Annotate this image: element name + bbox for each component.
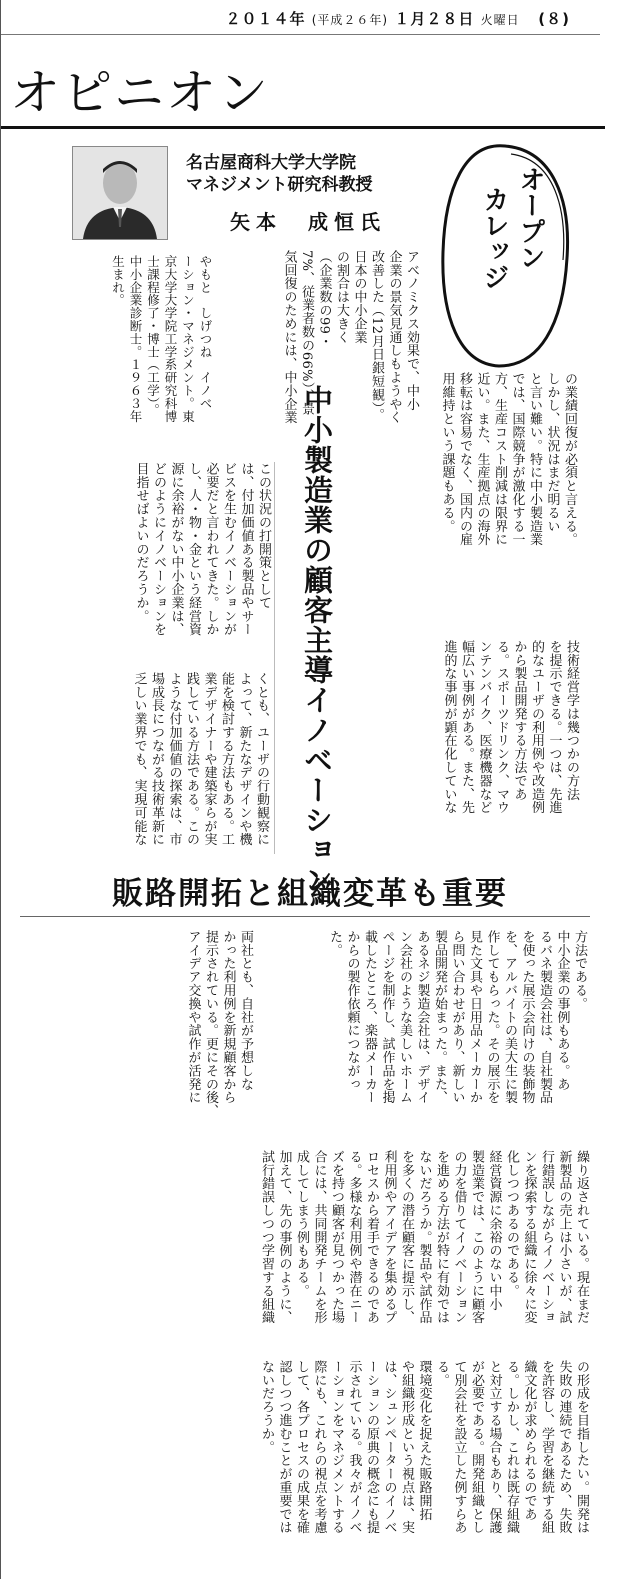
text-line: アベノミクス効果で、中小 [404, 250, 419, 411]
section-title: オピニオン [10, 64, 270, 122]
body-column-upper-c-part2 [70, 672, 270, 852]
text-line: 示されている。我々がイノベ [346, 1360, 362, 1535]
header-rule [0, 34, 600, 35]
text-line: 経営資源に余裕のない中小 [486, 1150, 502, 1311]
text-line: アイデア交換や試作が活発に [185, 930, 201, 1105]
body-column-upper-b-part2 [70, 462, 272, 662]
text-line: ンを探索する組織に徐々に変 [521, 1150, 537, 1325]
left-clip-edge [0, 0, 1, 1579]
page-number: (８) [538, 10, 570, 28]
text-line: 気回復のためには、中小企業 [281, 250, 297, 425]
text-line: 繰り返されている。現在まだ [574, 1150, 589, 1325]
text-line: 日本の中小企業 [351, 250, 367, 344]
text-line: 改善した（12月日銀短観）。 [369, 250, 384, 422]
body-column-lower-c [240, 1360, 590, 1565]
text-line: 認しつつ進むことが重要では [276, 1360, 292, 1535]
text-line: の割合は大きく [334, 250, 349, 344]
text-line: ないだろうか。製品や試作品 [416, 1150, 432, 1325]
text-line: を、アルバイトの美大生に製 [502, 930, 517, 1105]
text-line: るバネ製造会社は、自社製品 [537, 930, 552, 1105]
text-line: 際にも、これらの視点を考慮 [311, 1360, 327, 1535]
text-line: は、シュンペーターのイノベ [381, 1360, 397, 1535]
main-headline: 中小製造業の顧客主導イノベーション [300, 385, 334, 895]
text-line: の形成を目指したい。開発は [574, 1360, 589, 1535]
text-line: 製品開発が始まった。また、 [432, 930, 447, 1105]
text-line: を多くの潜在顧客に提示し、 [399, 1150, 414, 1325]
column-divider [274, 462, 275, 854]
text-line: し、人・物・金という経営資 [186, 462, 201, 637]
text-line: や組織形成という視点は、実 [399, 1360, 414, 1535]
text-line: 企業の景気見通しもようやく [386, 250, 402, 425]
text-line: 方法である。 [572, 930, 587, 1011]
text-line: 見た文具や日用品メーカーか [467, 930, 482, 1105]
text-line: ないだろうか。 [259, 1360, 274, 1454]
author-profile [62, 255, 214, 460]
body-column-lower-a-part2 [60, 930, 254, 1130]
profile-line: 京大学大学院工学系研究科博 [163, 255, 178, 423]
profile-line: やもと しげつね イノベ [198, 255, 213, 410]
text-line: 試行錯誤しつつ学習する組織 [259, 1150, 274, 1325]
badge-line2: カレッジ [479, 186, 509, 290]
text-line: からの製作依頼につながっ [344, 930, 360, 1091]
text-line: では、国際競争が激化する一 [509, 372, 525, 547]
text-line: 織文化が求められるのであ [521, 1360, 537, 1521]
text-line: を進める方法が特に有効では [434, 1150, 449, 1325]
text-line: 失敗の連続であるため、失敗 [556, 1360, 572, 1535]
text-line: 環境変化を捉えた販路開拓 [416, 1360, 432, 1521]
author-name: 矢本 成恒氏 [230, 210, 386, 234]
text-line: ロセスから着手できるのであ [364, 1150, 379, 1325]
text-line: と対立する場合もあり、保護 [486, 1360, 502, 1535]
date-era: (平成２６年) [311, 13, 389, 27]
text-line: 場成長につながる技術革新に [149, 672, 164, 847]
text-line: 源に余裕がない中小企業は、 [168, 462, 184, 637]
text-line: る。スポーツドリンク、マウ [494, 640, 509, 815]
profile-line: 中小企業診断士。１９６３年 [128, 255, 143, 423]
text-line: ン会社のような美しいホーム [397, 930, 412, 1105]
date-weekday: 火曜日 [480, 13, 520, 27]
text-line: 用維持という課題もある。 [439, 372, 455, 533]
text-line: て別会社を設立した例すらあ [451, 1360, 467, 1535]
author-affiliation-title: マネジメント研究科教授 [186, 175, 373, 195]
text-line: ンテンバイク、医療機器など [476, 640, 492, 815]
text-line: 新製品の売上は小さいが、試 [556, 1150, 572, 1325]
text-line: 幅広い事例がある。また、先 [459, 640, 474, 815]
text-line: は、付加価値ある製品やサー [238, 462, 254, 637]
text-line: る。 [434, 1360, 449, 1387]
text-line: ような付加価値の探索は、市 [166, 672, 182, 847]
text-line: 技術経営学は幾つかの方法 [564, 640, 579, 801]
text-line: 乏しい業界でも、実現可能な [131, 672, 147, 847]
text-line: を提示できる。一つは、先進 [546, 640, 562, 815]
text-line: を許容し、学習を継続する組 [539, 1360, 554, 1535]
profile-line: 生まれ。 [110, 255, 126, 307]
issue-date [10, 8, 570, 29]
text-line: と言い難い。特に中小製造業 [527, 372, 542, 547]
text-line: 載したところ、楽器メーカー [362, 930, 377, 1105]
sub-headline: 販路開拓と組織変革も重要 [112, 876, 508, 912]
text-line: 加えて、先の事例のように、 [276, 1150, 292, 1325]
open-college-badge [435, 140, 575, 372]
text-line: 必要だと言われてきた。しか [203, 462, 219, 637]
text-line: くとも、ユーザの行動観察に [254, 672, 269, 847]
text-line: る。しかし、これは既存組織 [504, 1360, 519, 1535]
date-year: ２０１４年 [225, 10, 306, 28]
section-rule [0, 126, 605, 129]
text-line: どのようにイノベーションを [151, 462, 166, 637]
text-line: 方、生産コスト削減は限界に [492, 372, 507, 547]
text-line: ら問い合わせがあり、新しい [449, 930, 465, 1105]
profile-line: 士課程修了・博士（工学）。 [145, 255, 161, 417]
text-line: 能を検討する方法もある。工 [219, 672, 234, 847]
text-line: の業績回復が必須と言える。 [562, 372, 577, 547]
text-line: 利用例やアイデアを集めるプ [381, 1150, 397, 1325]
text-line: ーションをマネジメントする [329, 1360, 344, 1535]
text-line: 近い。また、生産拠点の海外 [474, 372, 490, 547]
text-line: この状況の打開策として [256, 462, 271, 610]
text-line: ページを制作し、試作品を掲 [379, 930, 395, 1105]
text-line: 両社とも、自社が予想しな [238, 930, 253, 1091]
text-line: 合には、共同開発チームを形 [311, 1150, 327, 1325]
text-line: ーションの原典の概念にも提 [364, 1360, 379, 1535]
text-line: 目指せばよいのだろうか。 [133, 462, 149, 623]
profile-line: ーション・マネジメント。東 [180, 255, 196, 423]
text-line: 7%、従業者数の66%）、景 [299, 250, 314, 416]
text-line: しかし、状況はまだ明るい [544, 372, 560, 533]
text-line: 業デザイナーや建築家らが実 [201, 672, 217, 847]
subheadline-rule [20, 916, 590, 917]
text-line: よって、新たなデザインや機 [236, 672, 252, 847]
date-month-day: １月２８日 [394, 10, 475, 28]
body-column-upper-b-part1 [330, 372, 578, 632]
text-line: が必要である。開発組織とし [469, 1360, 484, 1535]
text-line: を使った展示会向けの装飾物 [519, 930, 535, 1105]
text-line: かった利用例を新規顧客から [220, 930, 236, 1105]
body-column-upper-c-part1 [422, 640, 580, 850]
text-line: して、各プロセスの成果を確 [294, 1360, 309, 1535]
text-line: 進的な事例が顕在化していな [441, 640, 457, 815]
text-line: ズを持つ顧客が見つかった場 [329, 1150, 344, 1325]
author-portrait-icon [72, 146, 168, 240]
text-line: る。多様な利用例や潜在ニー [346, 1150, 362, 1325]
text-line: ビスを生むイノベーションが [221, 462, 236, 637]
badge-line1: オープン [515, 166, 545, 270]
text-line: 製造業では、このように顧客 [469, 1150, 484, 1325]
text-line: 化しつつあるのである。 [504, 1150, 519, 1298]
text-line: 中小企業の事例もある。あ [554, 930, 570, 1091]
text-line: 作してもらった。その展示を [484, 930, 500, 1105]
text-line: 行錯誤しながらイノベーショ [539, 1150, 554, 1325]
text-line: 成してしまう例もある。 [294, 1150, 309, 1298]
text-line: 的なユーザの利用例や改造例 [529, 640, 544, 815]
text-line: から製品開発する方法であ [511, 640, 527, 801]
text-line: あるネジ製造会社は、デザイ [414, 930, 430, 1105]
text-line: の力を借りてイノベーション [451, 1150, 467, 1325]
body-column-lower-b [60, 1150, 590, 1350]
text-line: （企業数の99・ [316, 250, 332, 348]
text-line: た。 [327, 930, 342, 957]
author-affiliation-university: 名古屋商科大学大学院 [186, 153, 356, 173]
body-column-lower-a-part1 [258, 930, 588, 1130]
text-line: 移転は容易でなく、国内の雇 [457, 372, 472, 547]
text-line: 践している方法である。この [184, 672, 199, 847]
text-line: 提示されている。更にその後、 [203, 930, 218, 1118]
